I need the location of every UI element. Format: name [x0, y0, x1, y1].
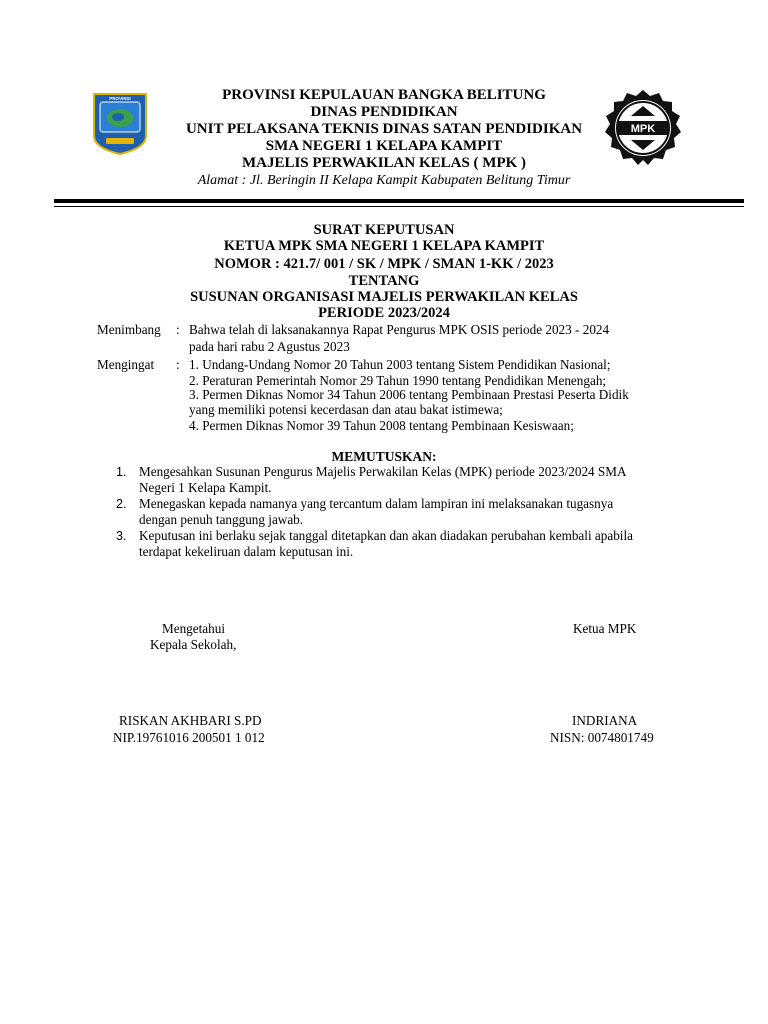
decision-1-number: 1. [116, 465, 127, 479]
menimbang-colon: : [176, 322, 180, 337]
header-line-school: SMA NEGERI 1 KELAPA KAMPIT [265, 138, 503, 154]
signature-right-nisn: NISN: 0074801749 [550, 730, 654, 745]
mengingat-line-4: yang memiliki potensi kecerdasan dan atau bakat istimewa; [189, 402, 503, 417]
decision-3-line-1: Keputusan ini berlaku sejak tanggal ditetapkan dan akan diadakan perubahan kembali apabila [139, 528, 633, 543]
signature-left-line-1: Mengetahui [162, 621, 225, 636]
mengingat-label: Mengingat [97, 357, 155, 372]
mengingat-colon: : [176, 357, 180, 372]
signature-right-line-1: Ketua MPK [573, 621, 637, 636]
title-line-subject: SUSUNAN ORGANISASI MAJELIS PERWAKILAN KELAS [190, 289, 578, 305]
header-address: Alamat : Jl. Beringin II Kelapa Kampit Kabupaten Belitung Timur [197, 173, 571, 188]
header-line-unit: UNIT PELAKSANA TEKNIS DINAS SATAN PENDIDIKAN [185, 121, 583, 137]
decision-2-number: 2. [116, 497, 127, 511]
signature-left-name: RISKAN AKHBARI S.PD [119, 713, 262, 728]
title-line-tentang: TENTANG [348, 273, 420, 289]
mpk-logo-text: MPK [630, 123, 656, 135]
letterhead-rule-thick [54, 199, 744, 203]
mengingat-line-1: 1. Undang-Undang Nomor 20 Tahun 2003 tentang Sistem Pendidikan Nasional; [189, 357, 611, 372]
memutuskan-heading: MEMUTUSKAN: [331, 449, 437, 464]
title-line-number: NOMOR : 421.7/ 001 / SK / MPK / SMAN 1-KK / 2023 [214, 256, 554, 272]
header-line-dinas: DINAS PENDIDIKAN [310, 104, 458, 120]
title-line-1: SURAT KEPUTUSAN [313, 222, 455, 238]
decision-2-line-1: Menegaskan kepada namanya yang tercantum dalam lampiran ini melaksanakan tugasnya [139, 496, 614, 511]
decision-3-line-2: terdapat kekeliruan dalam keputusan ini. [139, 544, 354, 559]
signature-left-line-2: Kepala Sekolah, [150, 637, 237, 652]
title-line-period: PERIODE 2023/2024 [318, 305, 450, 321]
mengingat-line-5: 4. Permen Diknas Nomor 39 Tahun 2008 tentang Pembinaan Kesiswaan; [189, 418, 574, 433]
decision-1-line-1: Mengesahkan Susunan Pengurus Majelis Perwakilan Kelas (MPK) periode 2023/2024 SMA [139, 464, 627, 479]
menimbang-label: Menimbang [97, 322, 161, 337]
letterhead-rule-thin [54, 206, 744, 207]
header-line-mpk: MAJELIS PERWAKILAN KELAS ( MPK ) [241, 155, 527, 171]
menimbang-line-2: pada hari rabu 2 Agustus 2023 [189, 339, 350, 354]
signature-left-nip: NIP.19761016 200501 1 012 [113, 730, 265, 745]
title-line-2: KETUA MPK SMA NEGERI 1 KELAPA KAMPIT [223, 238, 545, 254]
mengingat-line-2: 2. Peraturan Pemerintah Nomor 29 Tahun 1990 tentang Pendidikan Menengah; [189, 373, 607, 388]
mengingat-line-3: 3. Permen Diknas Nomor 34 Tahun 2006 tentang Pembinaan Prestasi Peserta Didik [189, 387, 629, 402]
decision-1-line-2: Negeri 1 Kelapa Kampit. [139, 480, 272, 495]
menimbang-line-1: Bahwa telah di laksanakannya Rapat Pengurus MPK OSIS periode 2023 - 2024 [189, 322, 610, 337]
decision-2-line-2: dengan penuh tanggung jawab. [139, 512, 304, 527]
decision-3-number: 3. [116, 529, 127, 543]
header-line-province: PROVINSI KEPULAUAN BANGKA BELITUNG [222, 87, 546, 103]
signature-right-name: INDRIANA [572, 713, 638, 728]
province-logo-text: PROVINSI [109, 96, 131, 101]
